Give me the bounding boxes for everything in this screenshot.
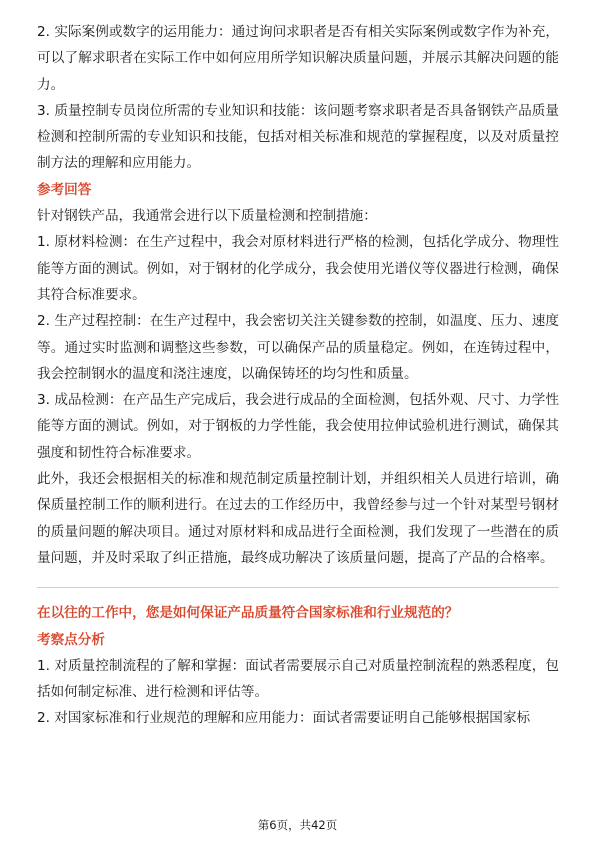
analysis-item-2: 2. 对国家标准和行业规范的理解和应用能力：面试者需要证明自己能够根据国家标 [37,710,531,727]
answer-item-1: 1. 原材料检测：在生产过程中，我会对原材料进行严格的检测，包括化学成分、物理性能等方面的测试。例如，对于钢材的化学成分，我会使用光谱仪等仪器进行检测，确保其符合标准要求。 [37,234,559,303]
answer-heading: 参考回答 [37,181,92,198]
answer-intro: 针对钢铁产品，我通常会进行以下质量检测和控制措施： [37,208,377,225]
answer-closing: 此外，我还会根据相关的标准和规范制定质量控制计划，并组织相关人员进行培训，确保质量控制工作的顺利进行。在过去的工作经历中，我曾经参与过一个针对某型号钢材的质量问题的解决项目。通过对原材料和成品进行全面检测，我们发现了一些潜在的质量问题，并及时采取了纠正措施，最终成功解决了该质量问题，提高了产品的合格率。 [37,471,559,566]
analysis-heading: 考察点分析 [37,631,105,648]
section1-item-2: 2. 实际案例或数字的运用能力：通过询问求职者是否有相关实际案例或数字作为补充，可以了解求职者在实际工作中如何应用所学知识解决质量问题，并展示其解决问题的能力。 [37,24,559,93]
analysis-item-1: 1. 对质量控制流程的了解和掌握：面试者需要展示自己对质量控制流程的熟悉程度，包括如何制定标准、进行检测和评估等。 [37,657,559,701]
answer-item-2: 2. 生产过程控制：在生产过程中，我会密切关注关键参数的控制，如温度、压力、速度等。通过实时监测和调整这些参数，可以确保产品的质量稳定。例如，在连铸过程中，我会控制钢水的温度和浇注速度，以确保铸坯的均匀性和质量。 [37,313,559,382]
section-divider [37,587,559,588]
document-body [37,19,559,732]
page-number: 第6页，共42页 [257,818,338,832]
section1-item-3: 3. 质量控制专员岗位所需的专业知识和技能：该问题考察求职者是否具备钢铁产品质量检测和控制所需的专业知识和技能，包括对相关标准和规范的掌握程度，以及对质量控制方法的理解和应用能力。 [37,102,559,172]
answer-item-3: 3. 成品检测：在产品生产完成后，我会进行成品的全面检测，包括外观、尺寸、力学性能等方面的测试。例如，对于钢板的力学性能，我会使用拉伸试验机进行测试，确保其强度和韧性符合标准要求。 [37,392,559,461]
question-title: 在以往的工作中，您是如何保证产品质量符合国家标准和行业规范的？ [37,605,459,622]
